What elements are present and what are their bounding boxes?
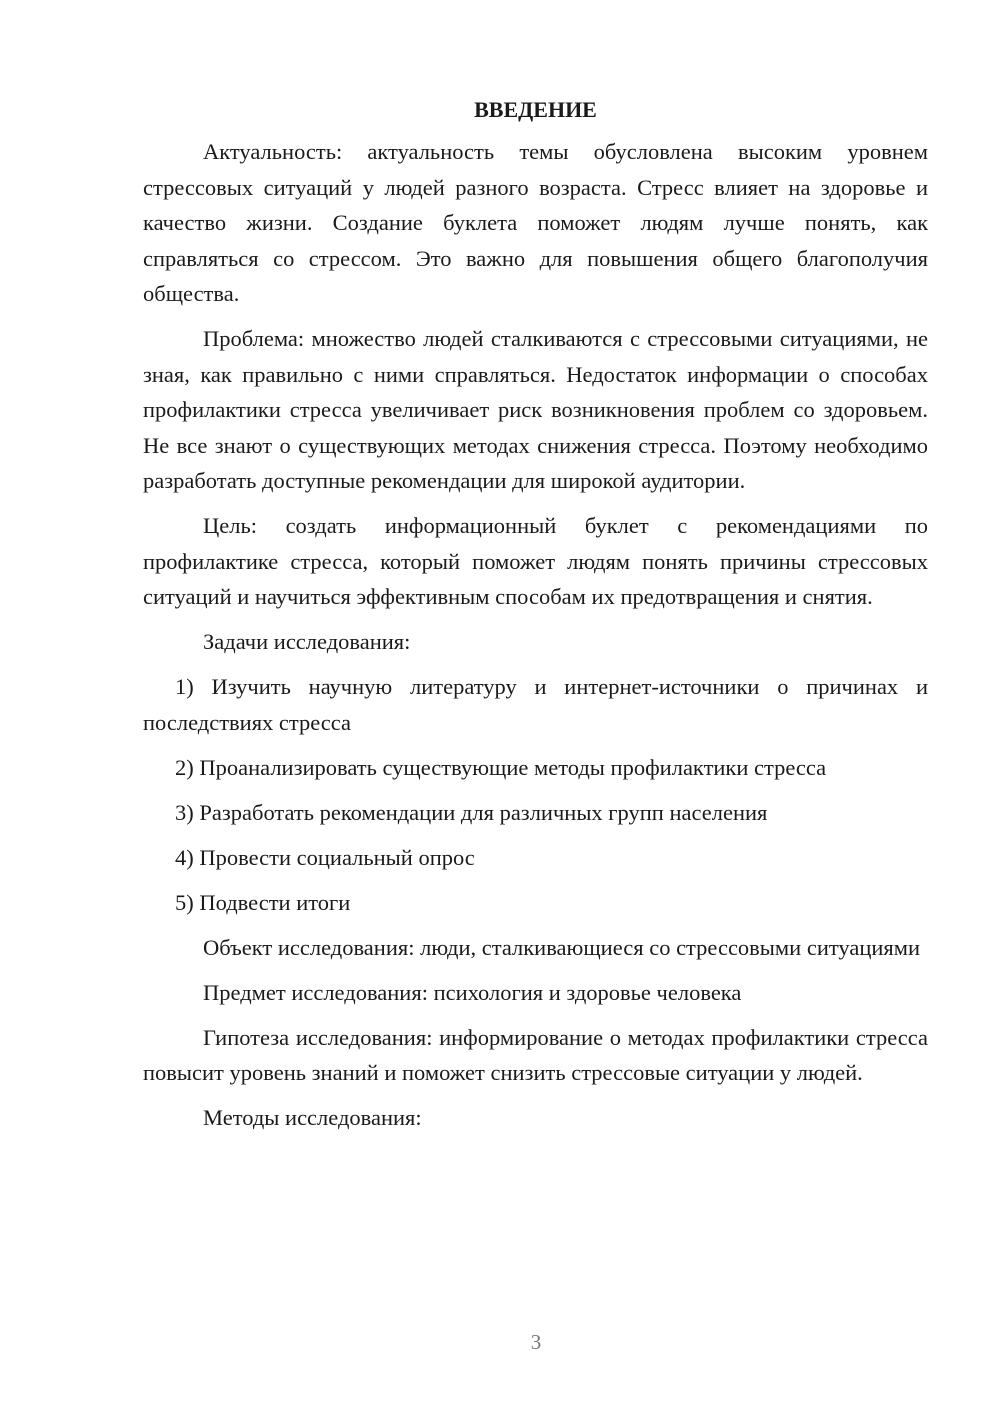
- task-item: 3) Разработать рекомендации для различных групп населения: [175, 799, 768, 825]
- goal-paragraph: Цель: создать информационный буклет с рекомендациями по профилактике стресса, который поможет людям понять причины стрессовых ситуаций и научиться эффективным способам их предотвращения и снятия.: [143, 513, 928, 609]
- task-item: 5) Подвести итоги: [175, 889, 351, 915]
- subject-paragraph: Предмет исследования: психология и здоровье человека: [203, 979, 742, 1005]
- tasks-heading: Задачи исследования:: [203, 629, 411, 654]
- problem-paragraph: Проблема: множество людей сталкиваются с стрессовыми ситуациями, не зная, как правильно с ними справляться. Недостаток информации о способах профилактики стресса увеличивает риск возникновения проблем со здоровьем. Не все знают о существующих методах снижения стресса. Поэтому необходимо разработать доступные рекомендации для широкой аудитории.: [143, 326, 928, 493]
- relevance-paragraph: Актуальность: актуальность темы обусловлена высоким уровнем стрессовых ситуаций у людей разного возраста. Стресс влияет на здоровье и качество жизни. Создание буклета поможет людям лучше понять, как справляться со стрессом. Это важно для повышения общего благополучия общества.: [143, 139, 928, 306]
- task-item: 4) Провести социальный опрос: [175, 844, 475, 870]
- task-item: 1) Изучить научную литературу и интернет-источники о причинах и последствиях стресса: [143, 674, 928, 735]
- object-paragraph: Объект исследования: люди, сталкивающиеся со стрессовыми ситуациями: [203, 934, 921, 960]
- page-body: [143, 90, 928, 1145]
- task-item: 2) Проанализировать существующие методы профилактики стресса: [175, 754, 827, 780]
- methods-heading: Методы исследования:: [203, 1105, 422, 1130]
- page-number: 3: [530, 1330, 542, 1354]
- hypothesis-paragraph: Гипотеза исследования: информирование о методах профилактики стресса повысит уровень знаний и поможет снизить стрессовые ситуации у людей.: [143, 1024, 928, 1085]
- section-heading: ВВЕДЕНИЕ: [474, 97, 597, 122]
